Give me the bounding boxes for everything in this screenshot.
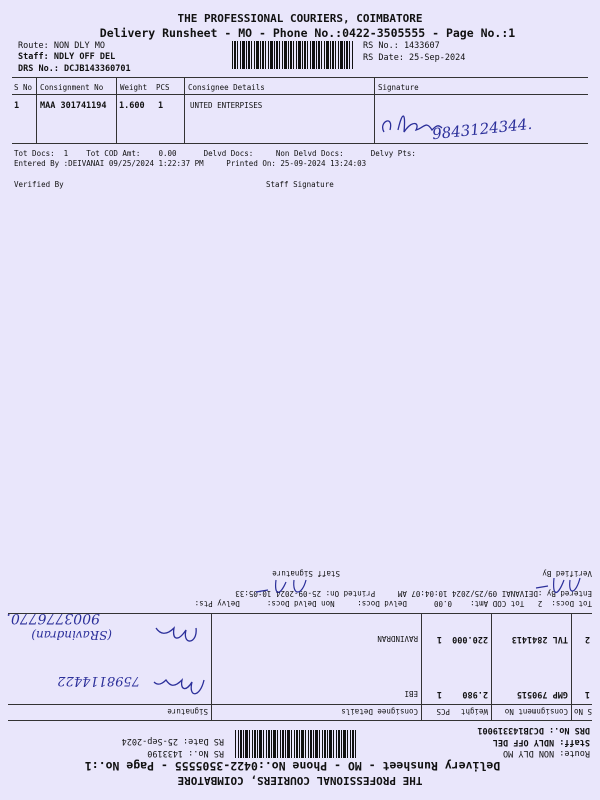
col-header-sno: S No	[14, 83, 33, 92]
rs-no-label: RS No.: 1433190	[147, 748, 224, 758]
row-consignment: GMP 790515	[516, 689, 568, 699]
col-header-consignee: Consignee Details	[341, 707, 418, 716]
verified-by-label: Verified By	[14, 180, 64, 189]
row-weight: 2.980	[462, 689, 488, 699]
rs-date-label: RS Date: 25-Sep-2024	[121, 736, 224, 746]
col-divider	[374, 77, 375, 143]
route-label: Route: NON DLY MO	[18, 41, 105, 51]
runsheet-subtitle: Delivery Runsheet - MO - Phone No.:0422-3505555 - Page No.:1	[99, 26, 516, 40]
runsheet-subtitle: Delivery Runsheet - MO - Phone No.:0422-3505555 - Page No.:1	[84, 759, 501, 773]
row-pcs: 1	[436, 634, 442, 644]
col-header-signature: Signature	[378, 83, 419, 92]
col-divider	[184, 77, 185, 143]
route-label: Route: NON DLY MO	[503, 748, 590, 758]
row-consignee: EBI	[404, 689, 418, 698]
drs-label: DRS No.: DCJB143319001	[477, 725, 590, 735]
col-divider	[421, 614, 422, 721]
verified-by-label: Verified By	[542, 569, 592, 578]
table-bottom-line	[12, 143, 588, 144]
col-divider	[571, 614, 572, 721]
entered-line: Entered By :DEIVANAI 09/25/2024 10:04:07 AM Printed On: 25-09-2024 10:05:33	[235, 589, 592, 598]
col-header-signature: Signature	[167, 707, 208, 716]
verified-by-signature	[526, 572, 586, 604]
row-consignee: UNTED ENTERPISES	[190, 101, 263, 110]
row-weight: 220.000	[452, 634, 488, 644]
row-consignment: MAA 301741194	[40, 101, 107, 111]
signature-scribble	[150, 674, 210, 704]
runsheet-bottom	[0, 400, 600, 800]
staff-label: Staff: NDLY OFF DEL	[18, 52, 116, 62]
rs-no-label: RS No.: 1433607	[363, 41, 440, 51]
col-divider	[116, 77, 117, 143]
signature-phone-note: 9003776770.	[6, 610, 100, 626]
col-divider	[491, 614, 492, 721]
table-header-line	[12, 94, 588, 95]
row-sno: 1	[584, 689, 590, 699]
company-title: THE PROFESSIONAL COURIERS, COIMBATORE	[177, 774, 423, 787]
row-pcs: 1	[436, 689, 442, 699]
rs-date-label: RS Date: 25-Sep-2024	[363, 53, 466, 63]
col-header-pcs: PCS	[436, 707, 450, 716]
staff-label: Staff: NDLY OFF DEL	[492, 737, 590, 747]
col-header-weight: Weight	[460, 707, 488, 716]
row-consignee: RAVINDRAN	[377, 634, 418, 643]
staff-signature-label: Staff Signature	[272, 569, 340, 578]
col-header-consignment: Consignment No	[40, 83, 104, 92]
entered-line: Entered By :DEIVANAI 09/25/2024 1:22:37 PM Printed On: 25-09-2024 13:24:03	[14, 159, 367, 168]
barcode	[234, 730, 356, 758]
staff-signature-scribble	[252, 572, 312, 604]
col-divider	[36, 77, 37, 143]
col-header-sno: S No	[573, 707, 592, 716]
drs-label: DRS No.: DCJB143360701	[18, 64, 131, 74]
row-sno: 1	[14, 101, 20, 111]
row-weight: 1.600	[119, 101, 145, 111]
signature-phone-note: 9843124344.	[431, 114, 533, 144]
col-header-consignee: Consignee Details	[188, 83, 265, 92]
col-header-consignment: Consignment No	[504, 707, 568, 716]
row-sno: 2	[584, 634, 590, 644]
company-title: THE PROFESSIONAL COURIERS, COIMBATORE	[177, 12, 423, 25]
staff-signature-label: Staff Signature	[266, 180, 334, 189]
signature-name-note: (SRavindran)	[31, 628, 112, 642]
col-header-pcs: PCS	[156, 83, 170, 92]
col-divider	[211, 614, 212, 721]
barcode	[232, 41, 354, 69]
table-header-line	[8, 704, 592, 705]
row-pcs: 1	[158, 101, 164, 111]
table-top-line	[8, 720, 592, 721]
signature-phone-note: 7598114422	[57, 673, 140, 688]
totals-line: Tot Docs: 2 Tot COD Amt: 0.00 Delvd Docs: Non Delvd Docs: Delvy Pts:	[194, 599, 592, 608]
row-consignment: TVL 2841413	[511, 634, 568, 644]
signature-scribble	[152, 622, 202, 650]
totals-line: Tot Docs: 1 Tot COD Amt: 0.00 Delvd Docs: Non Delvd Docs: Delvy Pts:	[14, 149, 416, 158]
col-header-weight: Weight	[120, 83, 148, 92]
table-top-line	[12, 77, 588, 78]
